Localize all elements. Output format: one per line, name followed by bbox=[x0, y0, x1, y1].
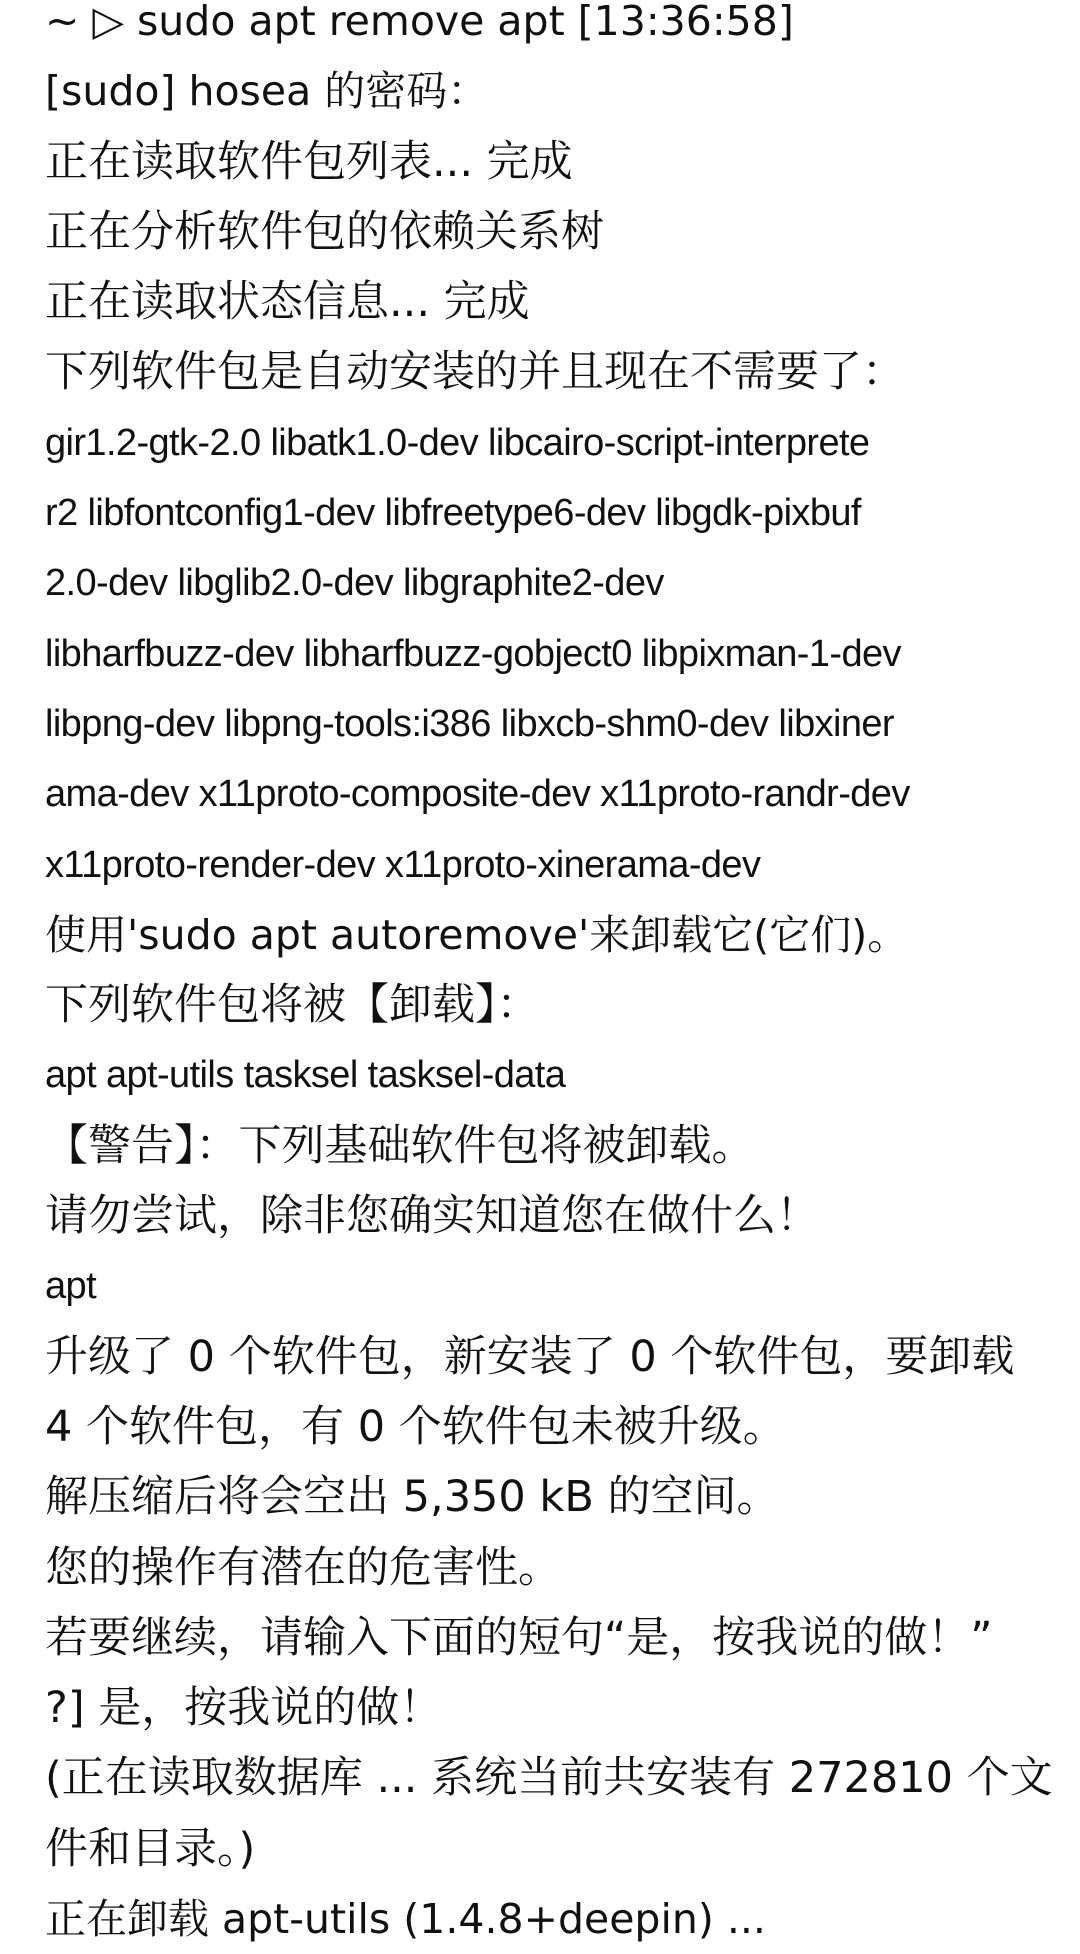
terminal-line-text: 正在读取软件包列表... 完成 bbox=[45, 136, 573, 187]
terminal-line bbox=[45, 1462, 1075, 1532]
terminal-line-text: (正在读取数据库 ... 系统当前共安装有 272810 个文 bbox=[45, 1753, 1053, 1804]
terminal-line bbox=[45, 56, 1075, 126]
terminal-line-text: 件和目录。) bbox=[45, 1823, 256, 1874]
terminal-line-text: apt apt-utils tasksel tasksel-data bbox=[45, 1054, 566, 1097]
terminal-line bbox=[45, 548, 1075, 618]
terminal-line-text: ~ ▷ sudo apt remove apt [13:36:58] bbox=[45, 0, 794, 45]
terminal-line-text: libpng-dev libpng-tools:i386 libxcb-shm0-dev libxiner bbox=[45, 702, 894, 745]
terminal-line bbox=[45, 197, 1075, 267]
terminal-line-text: 下列软件包将被【卸载】： bbox=[45, 980, 540, 1031]
terminal-line bbox=[45, 267, 1075, 337]
terminal-line bbox=[45, 1673, 1075, 1743]
terminal-line bbox=[45, 1251, 1075, 1321]
terminal-line bbox=[45, 830, 1075, 900]
terminal-line-text: 下列软件包是自动安装的并且现在不需要了： bbox=[45, 347, 905, 398]
terminal-line bbox=[45, 970, 1075, 1040]
terminal-line-text: 【警告】：下列基础软件包将被卸载。 bbox=[45, 1120, 755, 1171]
terminal-line bbox=[45, 1111, 1075, 1181]
terminal-line bbox=[45, 337, 1075, 407]
terminal-line bbox=[45, 900, 1075, 970]
terminal-output[interactable] bbox=[45, 0, 1075, 1954]
terminal-line-text: 正在读取状态信息... 完成 bbox=[45, 277, 530, 328]
terminal-line-text: 正在卸载 apt-utils (1.4.8+deepin) ... bbox=[45, 1895, 766, 1944]
terminal-line-text: 升级了 0 个软件包，新安装了 0 个软件包，要卸载 bbox=[45, 1331, 1015, 1382]
terminal-line bbox=[45, 1743, 1075, 1813]
terminal-line bbox=[45, 1181, 1075, 1251]
terminal-line bbox=[45, 1814, 1075, 1884]
terminal-line-text: ?] 是，按我说的做！ bbox=[45, 1683, 443, 1734]
terminal-line bbox=[45, 619, 1075, 689]
terminal-line-text: r2 libfontconfig1-dev libfreetype6-dev libgdk-pixbuf bbox=[45, 492, 861, 535]
terminal-line-text: 正在分析软件包的依赖关系树 bbox=[45, 206, 604, 257]
terminal-line-text: 使用'sudo apt autoremove'来卸载它(它们)。 bbox=[45, 910, 909, 959]
terminal-line bbox=[45, 1533, 1075, 1603]
terminal-line-text: [sudo] hosea 的密码： bbox=[45, 67, 489, 116]
terminal-line-text: ama-dev x11proto-composite-dev x11proto-randr-dev bbox=[45, 773, 910, 816]
terminal-line-text: x11proto-render-dev x11proto-xinerama-dev bbox=[45, 843, 761, 886]
terminal-line bbox=[45, 1392, 1075, 1462]
terminal-line-text: 4 个软件包，有 0 个软件包未被升级。 bbox=[45, 1401, 786, 1452]
terminal-line bbox=[45, 1322, 1075, 1392]
terminal-line-text: 解压缩后将会空出 5,350 kB 的空间。 bbox=[45, 1472, 780, 1523]
terminal-line-text: gir1.2-gtk-2.0 libatk1.0-dev libcairo-script-interprete bbox=[45, 421, 870, 464]
terminal-line bbox=[45, 478, 1075, 548]
terminal-line-text: 2.0-dev libglib2.0-dev libgraphite2-dev bbox=[45, 562, 664, 605]
terminal-line bbox=[45, 408, 1075, 478]
terminal-line bbox=[45, 0, 1075, 56]
terminal-line-text: apt bbox=[45, 1265, 97, 1308]
terminal-line bbox=[45, 1603, 1075, 1673]
terminal-line-text: 若要继续，请输入下面的短句“是，按我说的做！” bbox=[45, 1612, 993, 1663]
terminal-line-text: 请勿尝试，除非您确实知道您在做什么！ bbox=[45, 1191, 819, 1242]
terminal-line-text: libharfbuzz-dev libharfbuzz-gobject0 libpixman-1-dev bbox=[45, 632, 901, 675]
terminal-line bbox=[45, 127, 1075, 197]
terminal-line bbox=[45, 759, 1075, 829]
terminal-line bbox=[45, 689, 1075, 759]
terminal-line bbox=[45, 1040, 1075, 1110]
terminal-line-text: 您的操作有潜在的危害性。 bbox=[45, 1542, 561, 1593]
